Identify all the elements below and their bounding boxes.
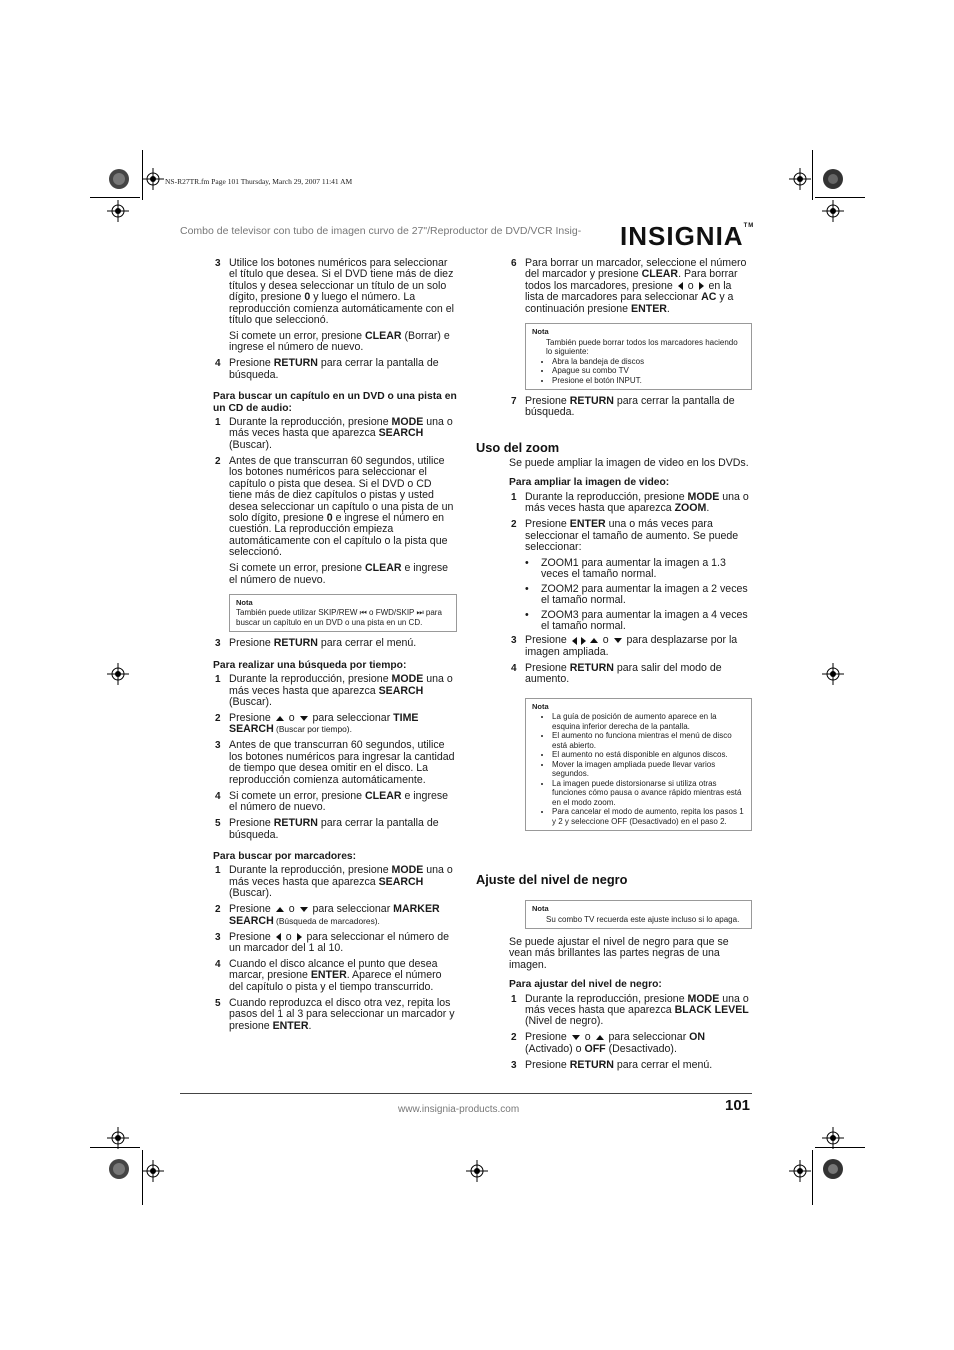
list-item: 6 Para borrar un marcador, seleccione el número del marcador y presione CLEAR. Para borrar todos los marcadores, presione o en la lista de marcadores para seleccionar AC y a continuación presione ENTER.	[511, 257, 747, 315]
arrow-right-icon	[297, 933, 302, 941]
list-item: 1 Durante la reproducción, presione MODE una o más veces hasta que aparezca SEARCH (Buscar).	[215, 673, 453, 709]
zoom-section	[509, 458, 752, 831]
registration-mark-icon	[822, 200, 844, 222]
fwd-skip-icon: ⏭	[416, 608, 424, 618]
arrow-down-icon	[300, 716, 308, 721]
list-item: 2 Presione o para seleccionar ON (Activado) o OFF (Desactivado).	[511, 1031, 706, 1055]
registration-mark-icon	[822, 663, 844, 685]
note-item: • Mover la imagen ampliada puede llevar varios segundos.	[552, 760, 745, 779]
list-item: 4 Cuando el disco alcance el punto que desea marcar, presione ENTER. Aparece el número del capítulo o pista y el tiempo transcurrido.	[215, 957, 442, 993]
arrow-left-icon	[678, 282, 683, 290]
file-info: NS-R27TR.fm Page 101 Thursday, March 29, 2007 11:41 AM	[165, 177, 353, 186]
note-item: • Abra la bandeja de discos	[552, 357, 745, 367]
note-box: Nota • La guía de posición de aumento aparece en la esquina inferior derecha de la pantalla. • El aumento no funciona mientras el menú de disco está abierto. • El aumento no está disponible en algunos discos. • Mover la imagen ampliada puede llevar varios segundos. • La imagen puede distorsionarse si utiliza otras funciones cómo pausa o avance rápido mientras está en el modo zoom. • Para cancelar el modo de aumento, repita los pasos 1 y 2 y seleccione OFF (Desactivado) en el paso 2.	[525, 698, 752, 832]
list-item: 4 Si comete un error, presione CLEAR e ingrese el número de nuevo.	[215, 789, 449, 814]
list-item: 3 Antes de que transcurran 60 segundos, utilice los botones numéricos para ingresar la cantidad de tiempo que desea omitir en el disco. La reproducción comienza automáticamente.	[215, 739, 455, 786]
procedure-title: Para ajustar del nivel de negro:	[509, 979, 662, 991]
procedure-title: Para buscar por marcadores:	[213, 850, 357, 862]
section-heading-zoom: Uso del zoom	[476, 440, 560, 455]
arrow-left-icon	[572, 637, 577, 645]
zoom-options	[525, 558, 752, 632]
list-item-detail: Si comete un error, presione CLEAR e ingrese el número de nuevo.	[229, 562, 449, 586]
note-box: Nota También puede utilizar SKIP/REW ⏮ o FWD/SKIP ⏭ para buscar un capítulo en un DVD o una pista en un CD.	[229, 594, 457, 633]
color-target-icon	[108, 168, 130, 190]
registration-mark-icon	[107, 663, 129, 685]
list-item: 4 Presione RETURN para cerrar la pantalla de búsqueda.	[215, 357, 439, 381]
section-heading-black-level: Ajuste del nivel de negro	[476, 872, 628, 887]
bullet-item: • ZOOM2 para aumentar la imagen a 2 veces el tamaño normal.	[525, 582, 748, 607]
list-item: 2 Presione o para seleccionar MARKER SEARCH (Búsqueda de marcadores).	[215, 903, 440, 927]
color-target-icon	[822, 1158, 844, 1180]
list-item: 2 Presione o para seleccionar TIME SEARCH (Buscar por tiempo).	[215, 712, 419, 736]
list-item: 1 Durante la reproducción, presione MODE una o más veces hasta que aparezca SEARCH (Buscar).	[215, 864, 453, 900]
arrow-left-icon	[276, 933, 281, 941]
list-item: 2 Presione ENTER una o más veces para seleccionar el tamaño de aumento. Se puede seleccionar:	[511, 518, 739, 554]
list-item: 1 Durante la reproducción, presione MODE una o más veces hasta que aparezca ZOOM.	[511, 490, 749, 515]
list-item: 7 Presione RETURN para cerrar la pantalla de búsqueda.	[511, 395, 735, 419]
zoom-intro: Se puede ampliar la imagen de video en los DVDs.	[509, 457, 749, 469]
note-box: Nota También puede borrar todos los marcadores haciendo lo siguiente: • Abra la bandeja de discos • Apague su combo TV • Presione el botón INPUT.	[525, 323, 752, 390]
list-item: 3 Presione o para desplazarse por la imagen ampliada.	[511, 634, 738, 658]
left-column	[213, 258, 457, 1037]
arrow-right-icon	[581, 637, 586, 645]
note-item: • El aumento no está disponible en algunos discos.	[552, 750, 745, 760]
list-item: 3 Presione RETURN para cerrar el menú.	[215, 637, 417, 650]
arrow-down-icon	[300, 907, 308, 912]
registration-mark-icon	[107, 200, 129, 222]
registration-mark-icon	[789, 1160, 811, 1182]
arrow-up-icon	[276, 716, 284, 721]
color-target-icon	[822, 168, 844, 190]
brand-logo: INSIGNIA™	[620, 221, 755, 251]
registration-mark-icon	[142, 1160, 164, 1182]
page-number: 101	[725, 1097, 751, 1114]
note-item: • La imagen puede distorsionarse si utiliza otras funciones cómo pausa o avance rápido mientras está en el modo zoom.	[552, 779, 745, 808]
note-item: • Para cancelar el modo de aumento, repita los pasos 1 y 2 y seleccione OFF (Desactivado) en el paso 2.	[552, 807, 745, 826]
black-level-section	[509, 896, 752, 1076]
procedure-title: Para buscar un capítulo en un DVD o una pista en un CD de audio:	[213, 391, 457, 414]
note-box: Nota Su combo TV recuerda este ajuste incluso si lo apaga.	[525, 900, 752, 929]
arrow-right-icon	[699, 282, 704, 290]
bullet-item: • ZOOM3 para aumentar la imagen a 4 veces el tamaño normal.	[525, 608, 748, 633]
list-item: 3 Utilice los botones numéricos para seleccionar el título que desea. Si el DVD tiene más de diez títulos y desea seleccionar un título de un solo dígito, presione 0 y luego el número. La reproducción comienza automáticamente con el título que seleccionó.	[215, 257, 454, 327]
black-level-intro: Se puede ajustar el nivel de negro para que se vean más brillantes las partes negras de una imagen.	[509, 936, 729, 971]
footer-rule	[180, 1093, 752, 1094]
list-item: 1 Durante la reproducción, presione MODE una o más veces hasta que aparezca BLACK LEVEL (Nivel de negro).	[511, 992, 749, 1028]
list-item: 5 Presione RETURN para cerrar la pantalla de búsqueda.	[215, 817, 439, 841]
procedure-title: Para realizar una búsqueda por tiempo:	[213, 659, 407, 671]
note-item: • Presione el botón INPUT.	[552, 376, 745, 386]
arrow-up-icon	[590, 638, 598, 643]
registration-mark-icon	[466, 1160, 488, 1182]
skip-rew-icon: ⏮	[359, 608, 367, 618]
list-item: 4 Presione RETURN para salir del modo de aumento.	[511, 661, 722, 686]
color-target-icon	[108, 1158, 130, 1180]
right-column	[509, 258, 752, 423]
footer-url: www.insignia-products.com	[398, 1104, 520, 1115]
list-item: 1 Durante la reproducción, presione MODE una o más veces hasta que aparezca SEARCH (Buscar).	[215, 416, 453, 451]
running-title: Combo de televisor con tubo de imagen curvo de 27"/Reproductor de DVD/VCR Insig-	[180, 225, 582, 237]
note-item: • Apague su combo TV	[552, 366, 745, 376]
list-item: 2 Antes de que transcurran 60 segundos, utilice los botones numéricos para seleccionar el capítulo o pista que desea. Si el DVD o CD tiene más de diez capítulos o pistas y usted desea seleccionar un capítulo o una pista de un solo dígito, presione 0 e ingrese el número en cuestión. La reproducción empieza automáticamente con el capítulo o la pista que seleccionó.	[215, 454, 454, 559]
list-item: 5 Cuando reproduzca el disco otra vez, repita los pasos del 1 al 3 para seleccionar un marcador y presione ENTER.	[215, 996, 455, 1032]
arrow-up-icon	[596, 1035, 604, 1040]
registration-mark-icon	[107, 1127, 129, 1149]
arrow-down-icon	[614, 638, 622, 643]
arrow-up-icon	[276, 907, 284, 912]
registration-mark-icon	[142, 168, 164, 190]
registration-mark-icon	[822, 1127, 844, 1149]
arrow-down-icon	[572, 1035, 580, 1040]
list-item: 3 Presione RETURN para cerrar el menú.	[511, 1058, 713, 1071]
registration-mark-icon	[789, 168, 811, 190]
bullet-item: • ZOOM1 para aumentar la imagen a 1.3 veces el tamaño normal.	[525, 557, 726, 581]
procedure-title: Para ampliar la imagen de video:	[509, 477, 670, 489]
list-item: 3 Presione o para seleccionar el número de un marcador del 1 al 10.	[215, 930, 449, 954]
note-item: • El aumento no funciona mientras el menú de disco está abierto.	[552, 731, 745, 750]
list-item-detail: Si comete un error, presione CLEAR (Borrar) e ingrese el número de nuevo.	[229, 330, 450, 354]
note-item: • La guía de posición de aumento aparece en la esquina inferior derecha de la pantalla.	[552, 712, 745, 731]
